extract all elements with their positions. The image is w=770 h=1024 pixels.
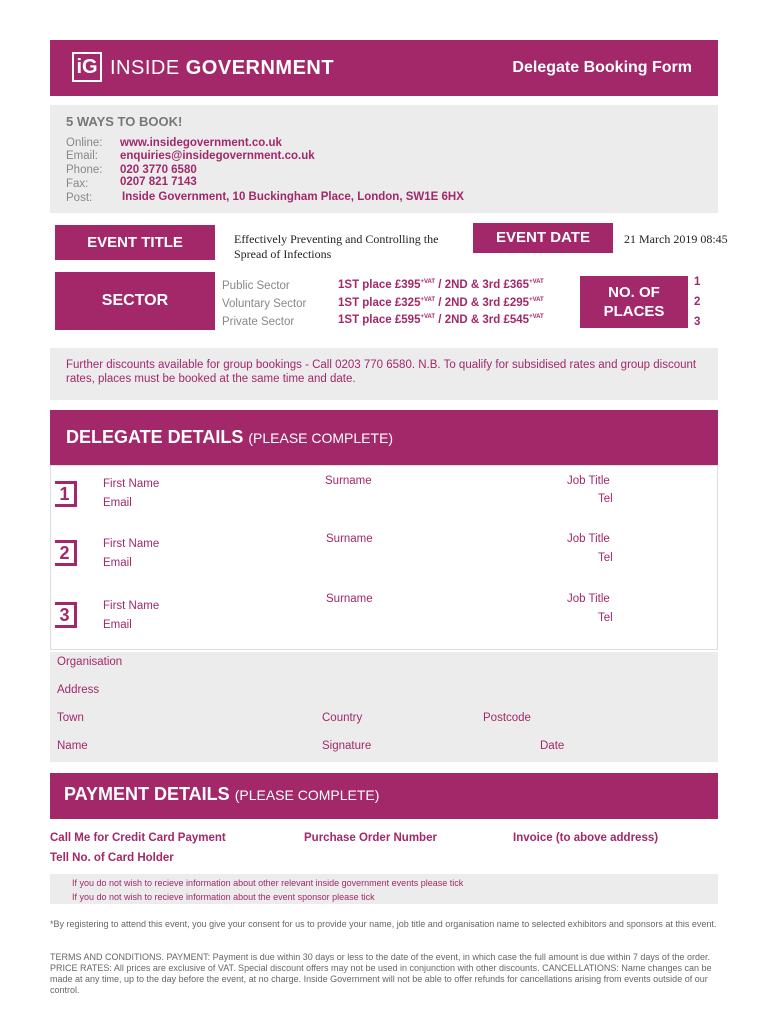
sector-tag: SECTOR (55, 272, 215, 330)
fax-label: Fax: (66, 178, 89, 190)
tel-field-2[interactable]: Tel (598, 552, 613, 564)
places-label-line2: PLACES (603, 303, 665, 320)
ig-logo-icon: iG (72, 52, 102, 82)
signature-field[interactable]: Signature (322, 740, 372, 752)
sector-voluntary[interactable]: Voluntary Sector (222, 298, 307, 310)
card-holder-tel-field[interactable]: Tell No. of Card Holder (50, 852, 174, 864)
online-link[interactable]: www.insidegovernment.co.uk (120, 137, 282, 149)
brand-bold: GOVERNMENT (185, 57, 335, 79)
event-date-tag: EVENT DATE (473, 223, 613, 253)
event-date-value[interactable]: 21 March 2019 08:45 (624, 232, 728, 246)
price-additional: / 2ND & 3rd £545 (435, 314, 530, 326)
consent-events-tick[interactable]: If you do not wish to recieve information about other relevant inside government events please tick (72, 878, 464, 888)
places-label-line1: NO. OF (608, 284, 660, 301)
price-additional: / 2ND & 3rd £365 (435, 279, 530, 291)
vat-mark: +VAT (529, 297, 544, 304)
phone-value: 020 3770 6580 (120, 164, 197, 176)
places-option-1[interactable]: 1 (694, 276, 701, 288)
invoice-option[interactable]: Invoice (to above address) (513, 832, 659, 844)
price-first: 1ST place £395 (338, 279, 421, 291)
places-option-2[interactable]: 2 (694, 296, 701, 308)
price-private (338, 314, 544, 326)
event-title-value[interactable]: Effectively Preventing and Controlling the Spread of Infections (234, 232, 439, 261)
town-field[interactable]: Town (57, 712, 84, 724)
delegate-number-1: 1 (55, 481, 77, 507)
discount-text: Further discounts available for group bookings - Call 0203 770 6580. N.B. To qualify for subsidised rates and group discount rates, places must be booked at the same time and date. (66, 359, 697, 385)
price-first: 1ST place £325 (338, 297, 421, 309)
email-link[interactable]: enquiries@insidegovernment.co.uk (120, 150, 315, 162)
tel-field-1[interactable]: Tel (598, 493, 613, 505)
email-field-2[interactable]: Email (103, 557, 132, 569)
surname-field-1[interactable]: Surname (325, 475, 372, 487)
vat-mark: +VAT (420, 279, 436, 286)
brand-light: INSIDE (110, 57, 186, 79)
vat-mark: +VAT (420, 314, 436, 321)
job-title-field-2[interactable]: Job Title (567, 533, 610, 545)
job-title-field-1[interactable]: Job Title (567, 475, 610, 487)
terms-and-conditions: TERMS AND CONDITIONS. PAYMENT: Payment is due within 30 days or less to the date of the event, in which case the full amount is due within 7 days of the order. PRICE RATES: All prices are exclusive of VAT. Special discount offers may not be used in conjunction with other discounts. CANCELLATIONS: Name changes can be made at any time, up to the day before the event, at no charge. Inside Government will not be able to offer refunds for cancellations arising from events outside of our control. (50, 952, 712, 995)
email-field-1[interactable]: Email (103, 497, 132, 509)
registering-notice: *By registering to attend this event, you give your consent for us to provide your name, job title and organisation name to selected exhibitors and sponsors at this event. (50, 919, 717, 929)
sector-public[interactable]: Public Sector (222, 280, 290, 292)
country-field[interactable]: Country (322, 712, 363, 724)
price-additional: / 2ND & 3rd £295 (435, 297, 530, 309)
online-label: Online: (66, 137, 103, 149)
post-address: Inside Government, 10 Buckingham Place, London, SW1E 6HX (122, 191, 464, 203)
email-field-3[interactable]: Email (103, 619, 132, 631)
organisation-panel (50, 652, 718, 762)
delegate-subtitle: (PLEASE COMPLETE) (248, 430, 394, 446)
post-label: Post: (66, 192, 93, 204)
delegate-body (50, 465, 718, 650)
vat-mark: +VAT (529, 314, 544, 321)
sector-private[interactable]: Private Sector (222, 316, 295, 328)
places-option-3[interactable]: 3 (694, 316, 701, 328)
postcode-field[interactable]: Postcode (483, 712, 531, 724)
vat-mark: +VAT (529, 279, 544, 286)
first-name-field-1[interactable]: First Name (103, 478, 160, 490)
delegate-title-main: DELEGATE DETAILS (66, 427, 244, 447)
organisation-field[interactable]: Organisation (57, 656, 123, 668)
first-name-field-2[interactable]: First Name (103, 538, 160, 550)
event-title-tag: EVENT TITLE (55, 225, 215, 260)
delegate-title (66, 427, 393, 448)
form-title: Delegate Booking Form (512, 59, 692, 76)
call-me-option[interactable]: Call Me for Credit Card Payment (50, 832, 226, 844)
price-public (338, 279, 544, 291)
email-label: Email: (66, 150, 98, 162)
price-first: 1ST place £595 (338, 314, 421, 326)
delegate-number-3: 3 (55, 602, 77, 628)
tel-field-3[interactable]: Tel (598, 612, 613, 624)
price-voluntary (338, 297, 544, 309)
date-field[interactable]: Date (540, 740, 565, 752)
job-title-field-3[interactable]: Job Title (567, 593, 610, 605)
surname-field-2[interactable]: Surname (326, 533, 373, 545)
payment-subtitle: (PLEASE COMPLETE) (234, 787, 380, 803)
payment-title (64, 784, 379, 805)
brand-name (110, 57, 334, 80)
address-field[interactable]: Address (57, 684, 100, 696)
phone-label: Phone: (66, 164, 103, 176)
delegate-number-2: 2 (55, 540, 77, 566)
purchase-order-field[interactable]: Purchase Order Number (304, 832, 437, 844)
payment-title-main: PAYMENT DETAILS (64, 784, 230, 804)
vat-mark: +VAT (420, 297, 436, 304)
consent-sponsor-tick[interactable]: If you do not wish to recieve information about the event sponsor please tick (72, 892, 375, 902)
fax-value: 0207 821 7143 (120, 176, 197, 188)
places-tag (580, 276, 688, 328)
ways-title: 5 WAYS TO BOOK! (66, 114, 183, 129)
surname-field-3[interactable]: Surname (326, 593, 373, 605)
first-name-field-3[interactable]: First Name (103, 600, 160, 612)
name-field[interactable]: Name (57, 740, 88, 752)
